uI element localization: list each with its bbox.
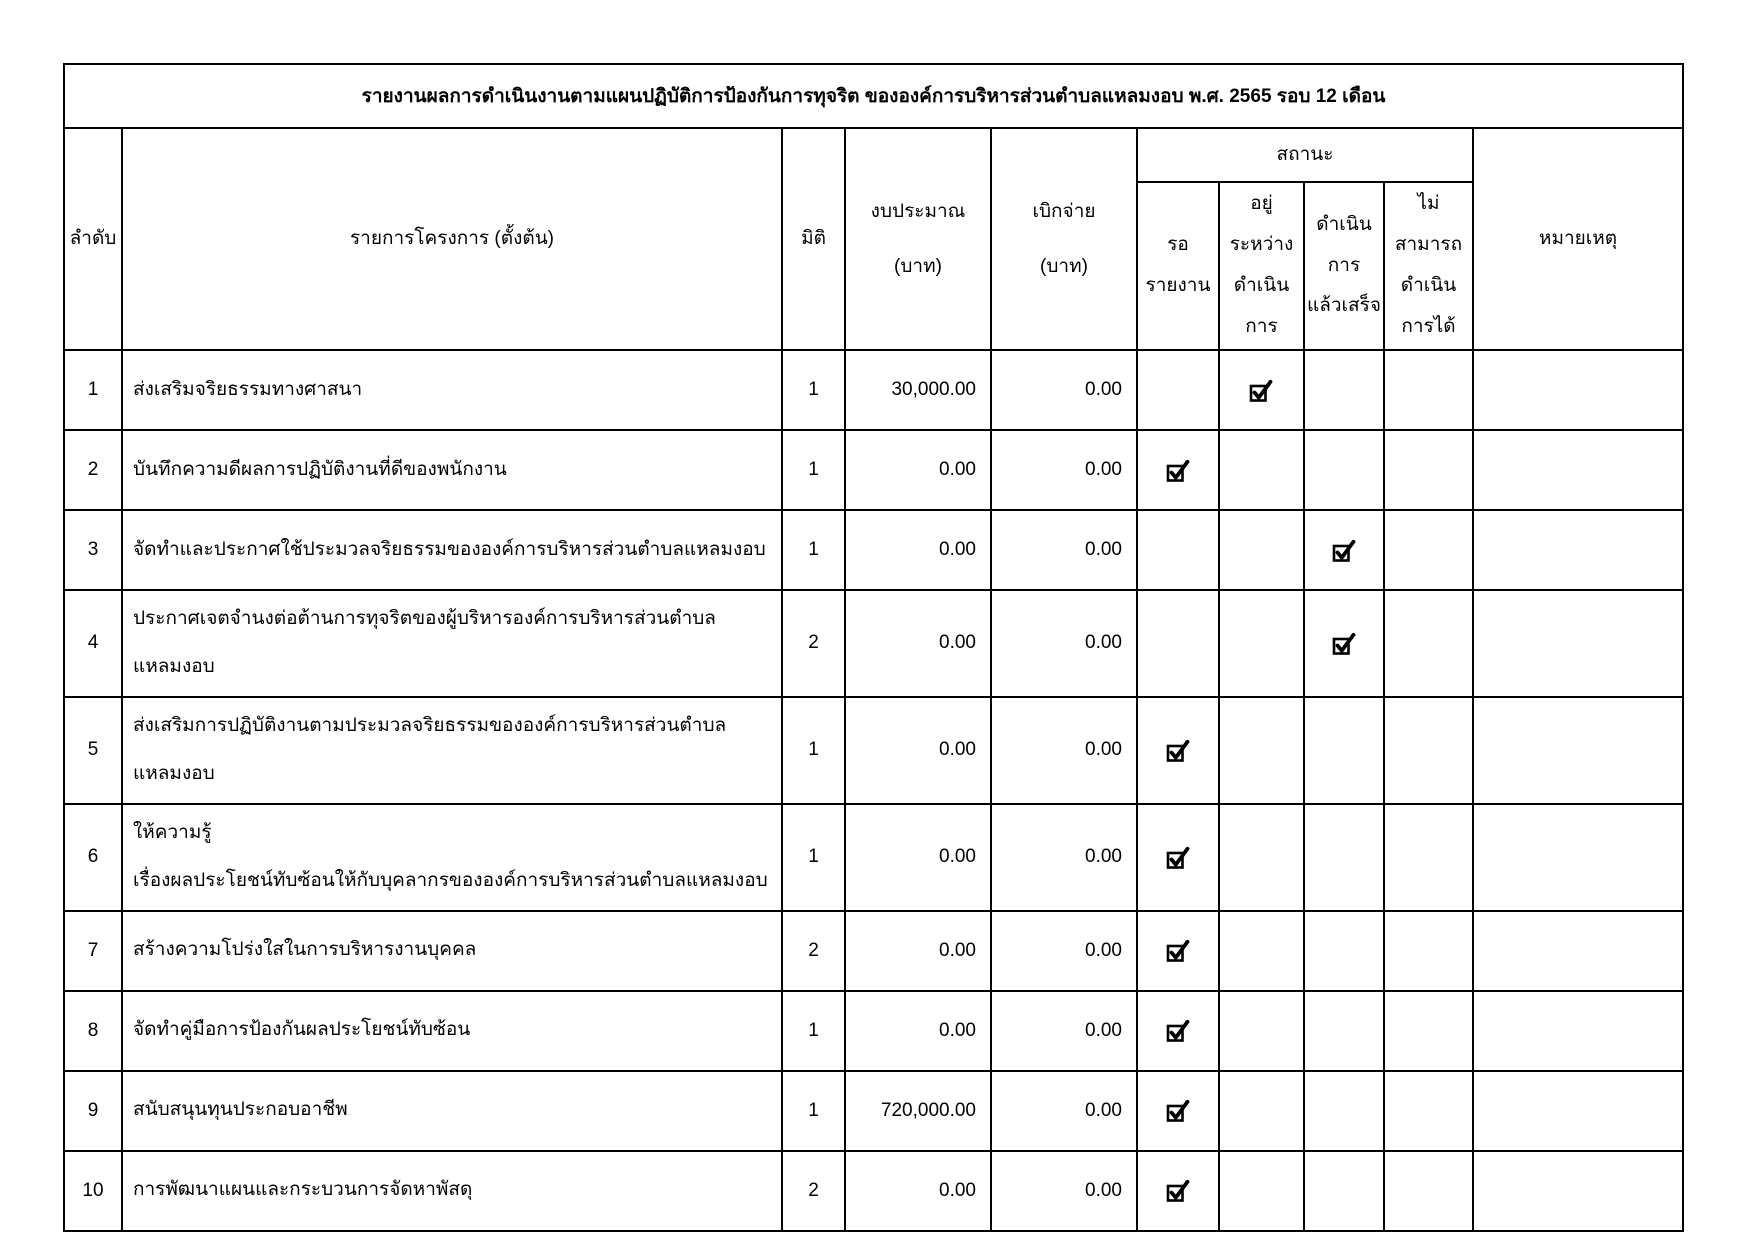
col-header-dimension: มิติ bbox=[782, 128, 845, 350]
cell-budget: 720,000.00 bbox=[845, 1071, 991, 1151]
cell-budget: 0.00 bbox=[845, 590, 991, 697]
project-line: สร้างความโปร่งใสในการบริหารงานบุคคล bbox=[133, 939, 477, 961]
table-row bbox=[64, 350, 1683, 430]
table-row bbox=[64, 697, 1683, 804]
cell-budget: 0.00 bbox=[845, 991, 991, 1071]
report-table bbox=[63, 63, 1684, 1232]
checked-checkbox-icon bbox=[1166, 458, 1191, 483]
status-header-line: ดำเนิน bbox=[1316, 213, 1372, 235]
cell-disbursed: 0.00 bbox=[991, 697, 1137, 804]
budget-header-line1: งบประมาณ bbox=[870, 200, 966, 222]
checked-checkbox-icon bbox=[1332, 538, 1357, 563]
cell-remark bbox=[1473, 1071, 1683, 1151]
cell-status-in_progress bbox=[1219, 350, 1304, 430]
cell-dimension: 1 bbox=[782, 697, 845, 804]
cell-project bbox=[122, 1071, 782, 1151]
checked-checkbox-icon bbox=[1166, 845, 1191, 870]
col-header-budget bbox=[845, 128, 991, 350]
status-header-line: ดำเนิน bbox=[1400, 275, 1457, 296]
cell-status-done bbox=[1304, 804, 1384, 911]
cell-status-cannot bbox=[1384, 350, 1473, 430]
cell-budget: 0.00 bbox=[845, 804, 991, 911]
cell-disbursed: 0.00 bbox=[991, 430, 1137, 510]
table-row bbox=[64, 1151, 1683, 1231]
budget-header-line2: (บาท) bbox=[894, 256, 942, 277]
cell-status-cannot bbox=[1384, 590, 1473, 697]
project-line: ส่งเสริมจริยธรรมทางศาสนา bbox=[133, 378, 363, 400]
cell-status-done bbox=[1304, 430, 1384, 510]
project-line: ส่งเสริมการปฏิบัติงานตามประมวลจริยธรรมขององค์การบริหารส่วนตำบลแหลมงอบ bbox=[133, 714, 727, 785]
status-header-line: ไม่ bbox=[1417, 193, 1440, 215]
cell-remark bbox=[1473, 590, 1683, 697]
cell-status-waiting bbox=[1137, 590, 1219, 697]
col-header-status-cannot bbox=[1384, 182, 1473, 350]
cell-status-in_progress bbox=[1219, 804, 1304, 911]
cell-status-done bbox=[1304, 697, 1384, 804]
cell-status-in_progress bbox=[1219, 911, 1304, 991]
col-header-status-in_progress bbox=[1219, 182, 1304, 350]
cell-project bbox=[122, 804, 782, 911]
cell-dimension: 2 bbox=[782, 590, 845, 697]
cell-budget: 30,000.00 bbox=[845, 350, 991, 430]
project-line: จัดทำและประกาศใช้ประมวลจริยธรรมขององค์การบริหารส่วนตำบลแหลมงอบ bbox=[133, 538, 766, 560]
cell-disbursed: 0.00 bbox=[991, 804, 1137, 911]
project-line: ให้ความรู้ bbox=[133, 821, 212, 843]
cell-disbursed: 0.00 bbox=[991, 911, 1137, 991]
header-row-top bbox=[64, 128, 1683, 182]
cell-no: 9 bbox=[64, 1071, 122, 1151]
cell-no: 4 bbox=[64, 590, 122, 697]
table-row bbox=[64, 991, 1683, 1071]
cell-project bbox=[122, 510, 782, 590]
checked-checkbox-icon bbox=[1166, 1018, 1191, 1043]
cell-dimension: 2 bbox=[782, 911, 845, 991]
status-header-line: การได้ bbox=[1401, 315, 1456, 337]
project-line: จัดทำคู่มือการป้องกันผลประโยชน์ทับซ้อน bbox=[133, 1019, 471, 1041]
cell-status-in_progress bbox=[1219, 430, 1304, 510]
cell-status-cannot bbox=[1384, 1151, 1473, 1231]
project-line: บันทึกความดีผลการปฏิบัติงานที่ดีของพนักงาน bbox=[133, 458, 507, 480]
report-title: รายงานผลการดำเนินงานตามแผนปฏิบัติการป้องกันการทุจริต ขององค์การบริหารส่วนตำบลแหลมงอบ พ.ศ. 2565 รอบ 12 เดือน bbox=[64, 64, 1683, 128]
cell-remark bbox=[1473, 430, 1683, 510]
cell-status-waiting bbox=[1137, 991, 1219, 1071]
checked-checkbox-icon bbox=[1166, 1178, 1191, 1203]
title-row bbox=[64, 64, 1683, 128]
cell-no: 2 bbox=[64, 430, 122, 510]
cell-no: 7 bbox=[64, 911, 122, 991]
cell-status-done bbox=[1304, 350, 1384, 430]
col-header-remark: หมายเหตุ bbox=[1473, 128, 1683, 350]
cell-status-done bbox=[1304, 991, 1384, 1071]
cell-dimension: 2 bbox=[782, 1151, 845, 1231]
cell-no: 10 bbox=[64, 1151, 122, 1231]
cell-project bbox=[122, 911, 782, 991]
cell-disbursed: 0.00 bbox=[991, 350, 1137, 430]
cell-status-in_progress bbox=[1219, 1071, 1304, 1151]
col-header-disbursed bbox=[991, 128, 1137, 350]
cell-remark bbox=[1473, 911, 1683, 991]
table-row bbox=[64, 1071, 1683, 1151]
cell-status-cannot bbox=[1384, 697, 1473, 804]
cell-dimension: 1 bbox=[782, 350, 845, 430]
cell-disbursed: 0.00 bbox=[991, 1151, 1137, 1231]
cell-status-waiting bbox=[1137, 804, 1219, 911]
cell-project bbox=[122, 991, 782, 1071]
cell-status-done bbox=[1304, 1071, 1384, 1151]
cell-disbursed: 0.00 bbox=[991, 590, 1137, 697]
cell-status-waiting bbox=[1137, 1151, 1219, 1231]
col-header-project: รายการโครงการ (ตั้งต้น) bbox=[122, 128, 782, 350]
cell-no: 1 bbox=[64, 350, 122, 430]
cell-remark bbox=[1473, 697, 1683, 804]
project-line: เรื่องผลประโยชน์ทับซ้อนให้กับบุคลากรขององค์การบริหารส่วนตำบลแหลมงอบ bbox=[133, 870, 768, 892]
cell-status-cannot bbox=[1384, 991, 1473, 1071]
cell-status-cannot bbox=[1384, 1071, 1473, 1151]
cell-no: 6 bbox=[64, 804, 122, 911]
cell-status-waiting bbox=[1137, 911, 1219, 991]
cell-remark bbox=[1473, 510, 1683, 590]
cell-project bbox=[122, 697, 782, 804]
checked-checkbox-icon bbox=[1249, 378, 1274, 403]
col-header-status-group: สถานะ bbox=[1137, 128, 1473, 182]
cell-remark bbox=[1473, 1151, 1683, 1231]
checked-checkbox-icon bbox=[1166, 738, 1191, 763]
cell-project bbox=[122, 430, 782, 510]
cell-project bbox=[122, 590, 782, 697]
cell-dimension: 1 bbox=[782, 1071, 845, 1151]
cell-no: 8 bbox=[64, 991, 122, 1071]
status-header-line: การ bbox=[1327, 254, 1361, 276]
checked-checkbox-icon bbox=[1166, 1098, 1191, 1123]
cell-status-cannot bbox=[1384, 430, 1473, 510]
cell-budget: 0.00 bbox=[845, 697, 991, 804]
cell-disbursed: 0.00 bbox=[991, 1071, 1137, 1151]
col-header-status-waiting bbox=[1137, 182, 1219, 350]
cell-dimension: 1 bbox=[782, 510, 845, 590]
cell-budget: 0.00 bbox=[845, 430, 991, 510]
status-header-line: ระหว่าง bbox=[1229, 234, 1294, 256]
cell-remark bbox=[1473, 991, 1683, 1071]
cell-status-cannot bbox=[1384, 911, 1473, 991]
cell-disbursed: 0.00 bbox=[991, 991, 1137, 1071]
disbursed-header-line2: (บาท) bbox=[1040, 256, 1088, 277]
cell-remark bbox=[1473, 804, 1683, 911]
cell-project bbox=[122, 350, 782, 430]
cell-status-in_progress bbox=[1219, 991, 1304, 1071]
checked-checkbox-icon bbox=[1166, 938, 1191, 963]
disbursed-header-line1: เบิกจ่าย bbox=[1032, 200, 1096, 222]
cell-status-cannot bbox=[1384, 510, 1473, 590]
cell-status-waiting bbox=[1137, 697, 1219, 804]
cell-status-done bbox=[1304, 590, 1384, 697]
cell-dimension: 1 bbox=[782, 804, 845, 911]
status-header-line: อยู่ bbox=[1250, 193, 1273, 215]
cell-status-waiting bbox=[1137, 430, 1219, 510]
cell-budget: 0.00 bbox=[845, 911, 991, 991]
cell-status-waiting bbox=[1137, 510, 1219, 590]
cell-status-in_progress bbox=[1219, 590, 1304, 697]
cell-status-in_progress bbox=[1219, 1151, 1304, 1231]
cell-status-waiting bbox=[1137, 1071, 1219, 1151]
project-line: ประกาศเจตจำนงต่อต้านการทุจริตของผู้บริหารองค์การบริหารส่วนตำบลแหลมงอบ bbox=[133, 608, 716, 678]
status-header-line: ดำเนิน bbox=[1233, 275, 1290, 296]
table-row bbox=[64, 510, 1683, 590]
table-row bbox=[64, 590, 1683, 697]
cell-status-in_progress bbox=[1219, 697, 1304, 804]
cell-budget: 0.00 bbox=[845, 510, 991, 590]
table-row bbox=[64, 804, 1683, 911]
status-header-line: สามารถ bbox=[1394, 234, 1463, 256]
table-row bbox=[64, 911, 1683, 991]
project-line: การพัฒนาแผนและกระบวนการจัดหาพัสดุ bbox=[133, 1179, 473, 1201]
cell-dimension: 1 bbox=[782, 991, 845, 1071]
status-header-line: การ bbox=[1245, 315, 1278, 337]
status-header-line: แล้วเสร็จ bbox=[1307, 295, 1381, 317]
status-header-line: รายงาน bbox=[1145, 275, 1211, 296]
project-line: สนับสนุนทุนประกอบอาชีพ bbox=[133, 1099, 348, 1121]
col-header-status-done bbox=[1304, 182, 1384, 350]
cell-project bbox=[122, 1151, 782, 1231]
cell-budget: 0.00 bbox=[845, 1151, 991, 1231]
cell-status-done bbox=[1304, 510, 1384, 590]
cell-status-in_progress bbox=[1219, 510, 1304, 590]
status-header-line: รอ bbox=[1167, 234, 1189, 256]
cell-status-waiting bbox=[1137, 350, 1219, 430]
col-header-no: ลำดับ bbox=[64, 128, 122, 350]
cell-status-done bbox=[1304, 1151, 1384, 1231]
cell-remark bbox=[1473, 350, 1683, 430]
cell-status-done bbox=[1304, 911, 1384, 991]
table-row bbox=[64, 430, 1683, 510]
cell-dimension: 1 bbox=[782, 430, 845, 510]
cell-disbursed: 0.00 bbox=[991, 510, 1137, 590]
cell-no: 5 bbox=[64, 697, 122, 804]
cell-status-cannot bbox=[1384, 804, 1473, 911]
checked-checkbox-icon bbox=[1332, 631, 1357, 656]
cell-no: 3 bbox=[64, 510, 122, 590]
